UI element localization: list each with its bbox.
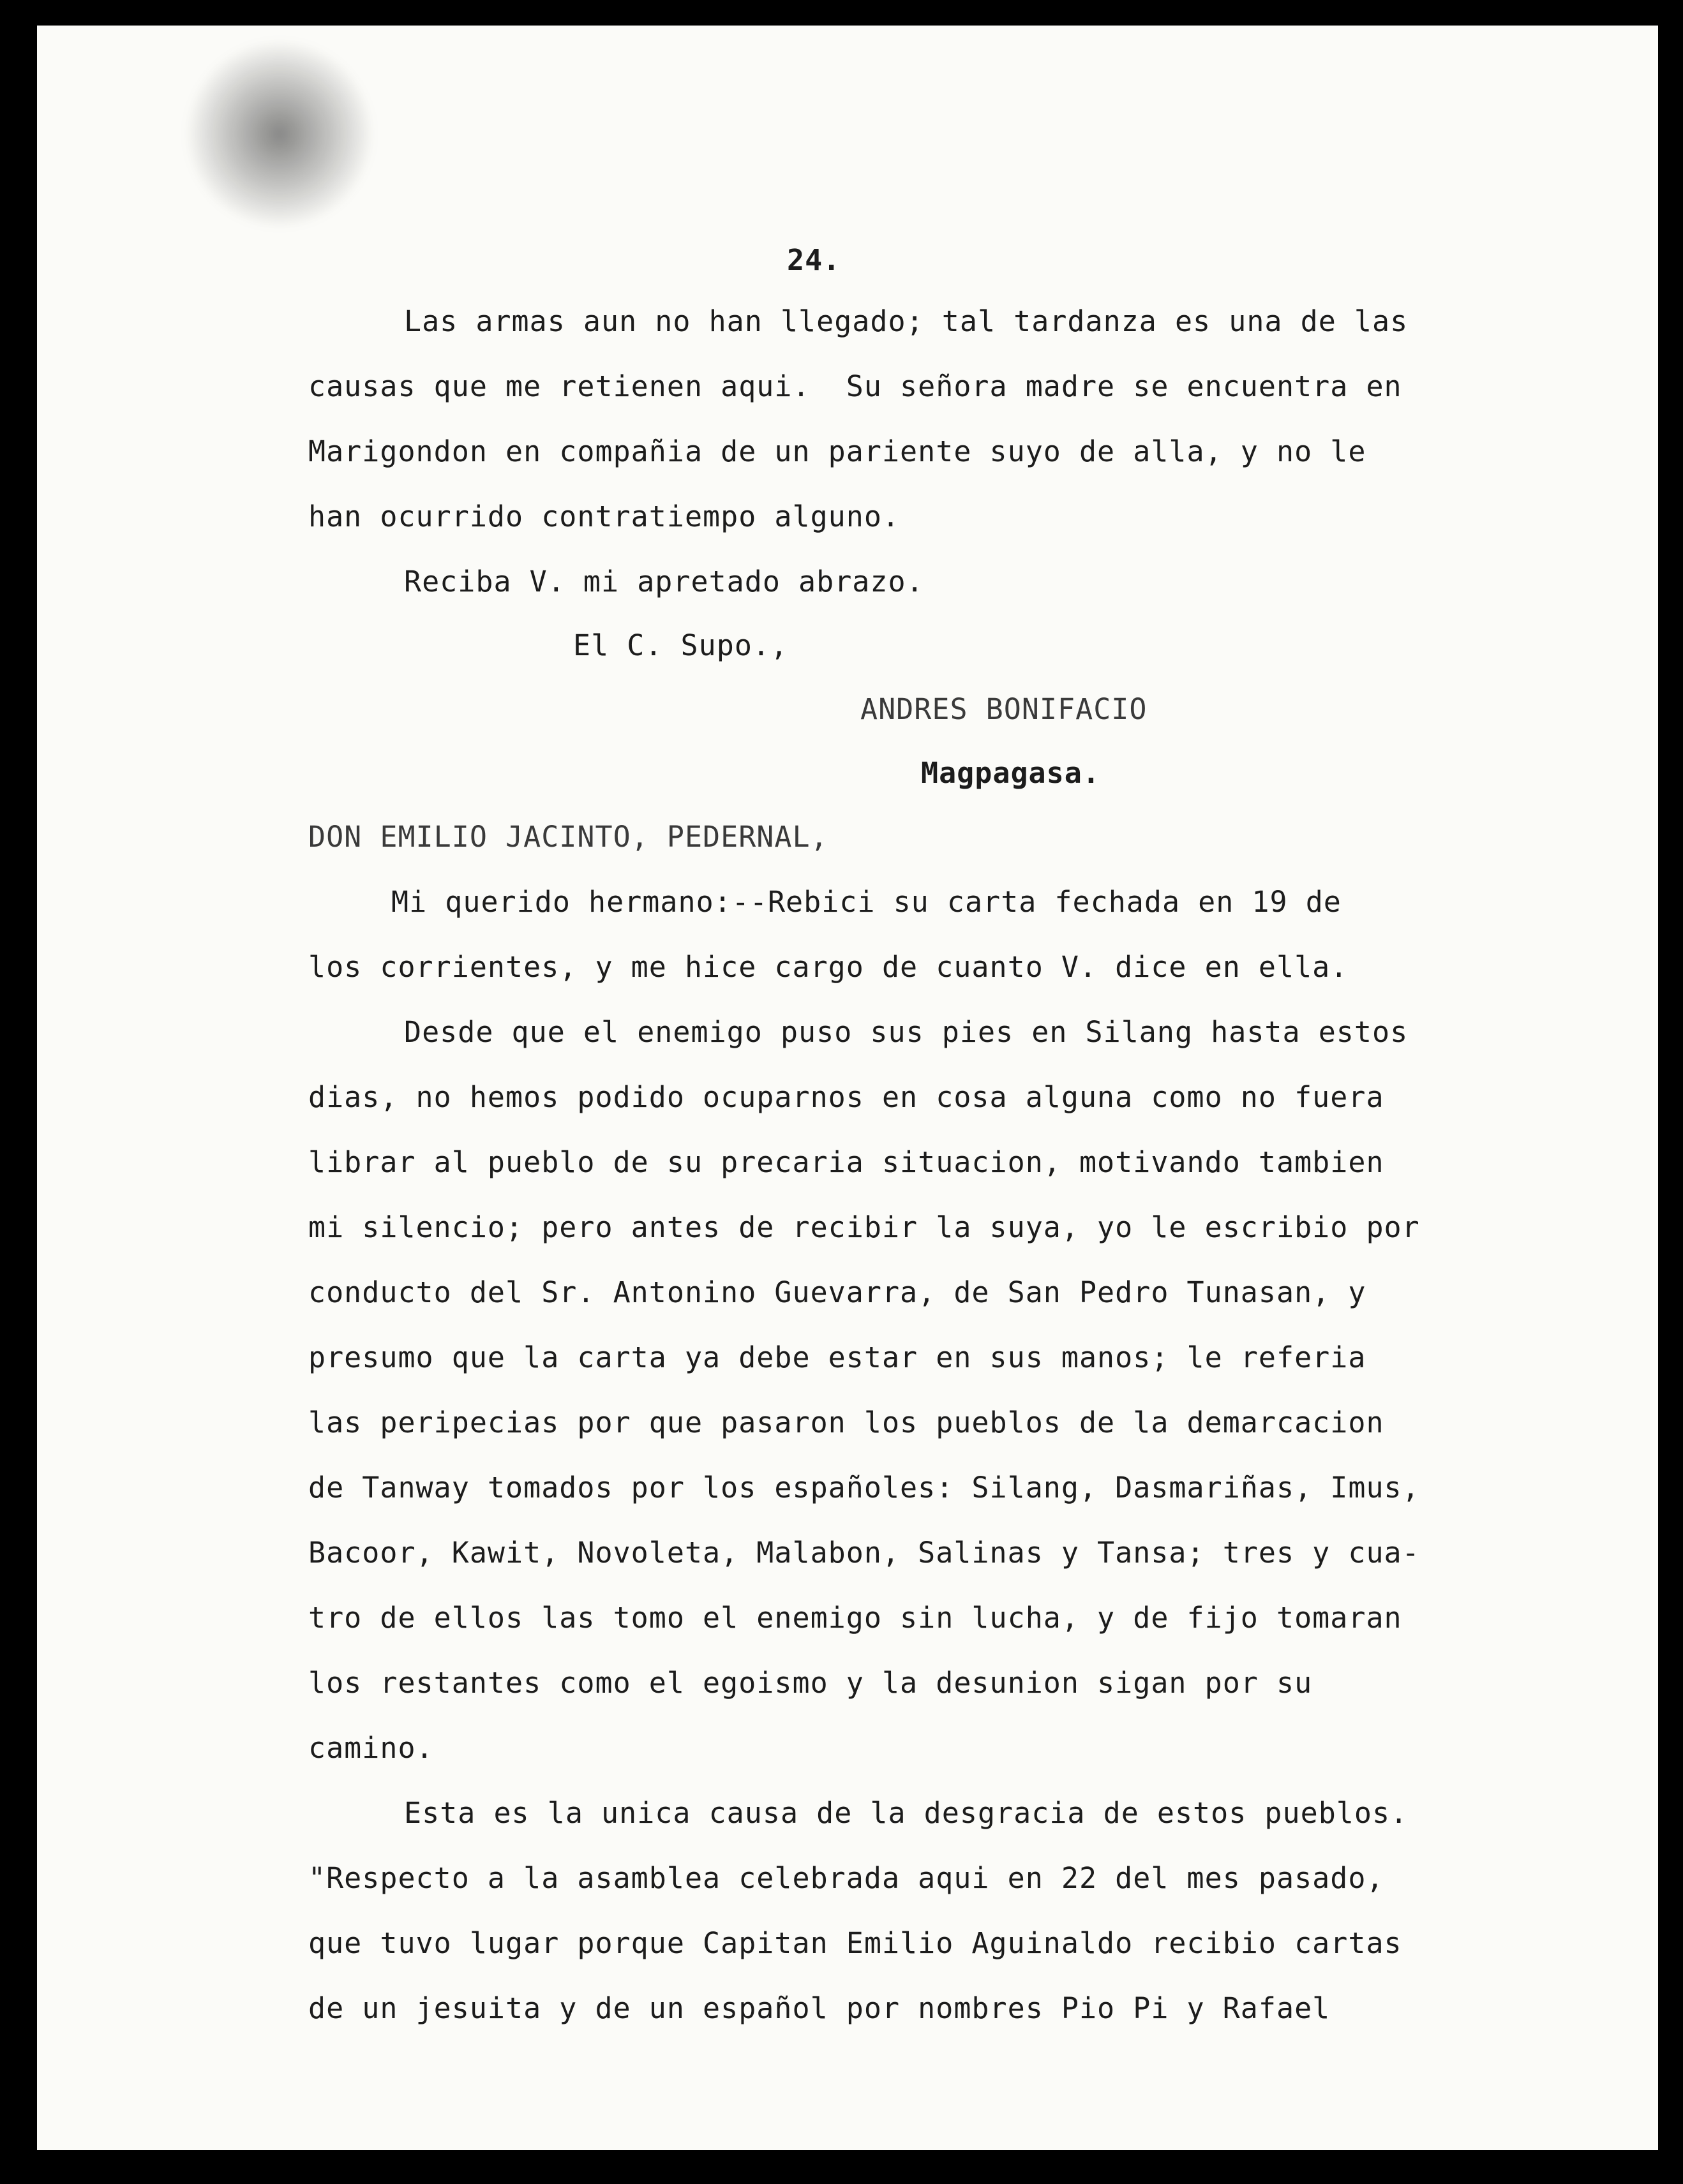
text-line: Desde que el enemigo puso sus pies en Silang hasta estos: [404, 1015, 1409, 1049]
text-line: Esta es la unica causa de la desgracia de estos pueblos.: [404, 1796, 1409, 1830]
text-line: los restantes como el egoismo y la desunion sigan por su: [308, 1666, 1313, 1700]
text-line: han ocurrido contratiempo alguno.: [308, 500, 901, 533]
text-line: dias, no hemos podido ocuparnos en cosa alguna como no fuera: [308, 1080, 1384, 1114]
text-line: tro de ellos las tomo el enemigo sin lucha, y de fijo tomaran: [308, 1601, 1402, 1635]
text-line: librar al pueblo de su precaria situacion, motivando tambien: [308, 1145, 1384, 1179]
text-line: los corrientes, y me hice cargo de cuanto V. dice en ella.: [308, 950, 1349, 984]
text-line: Bacoor, Kawit, Novoleta, Malabon, Salinas y Tansa; tres y cua-: [308, 1536, 1420, 1570]
text-line: Las armas aun no han llegado; tal tardanza es una de las: [404, 304, 1409, 338]
text-line: camino.: [308, 1731, 434, 1765]
text-line: las peripecias por que pasaron los pueblos de la demarcacion: [308, 1406, 1384, 1439]
ink-smudge: [184, 38, 375, 230]
text-line: Marigondon en compañia de un pariente suyo de alla, y no le: [308, 435, 1366, 468]
text-line: "Respecto a la asamblea celebrada aqui en 22 del mes pasado,: [308, 1861, 1384, 1895]
text-line: causas que me retienen aqui. Su señora madre se encuentra en: [308, 369, 1402, 403]
signature-name: ANDRES BONIFACIO: [860, 692, 1148, 726]
text-line: de un jesuita y de un español por nombres Pio Pi y Rafael: [308, 1991, 1331, 2025]
signature-alias: Magpagasa.: [921, 756, 1100, 790]
text-line: que tuvo lugar porque Capitan Emilio Aguinaldo recibio cartas: [308, 1926, 1402, 1960]
text-line: Mi querido hermano:--Rebici su carta fechada en 19 de: [391, 885, 1342, 919]
text-line: conducto del Sr. Antonino Guevarra, de San Pedro Tunasan, y: [308, 1275, 1366, 1309]
addressee-line: DON EMILIO JACINTO, PEDERNAL,: [308, 820, 828, 854]
page-number: 24.: [787, 243, 841, 277]
signoff-line: El C. Supo.,: [573, 628, 789, 662]
text-line: de Tanway tomados por los españoles: Silang, Dasmariñas, Imus,: [308, 1471, 1420, 1504]
closing-line: Reciba V. mi apretado abrazo.: [404, 565, 924, 598]
document-page: [37, 26, 1658, 2150]
text-line: presumo que la carta ya debe estar en sus manos; le referia: [308, 1341, 1366, 1374]
text-line: mi silencio; pero antes de recibir la suya, yo le escribio por: [308, 1210, 1420, 1244]
